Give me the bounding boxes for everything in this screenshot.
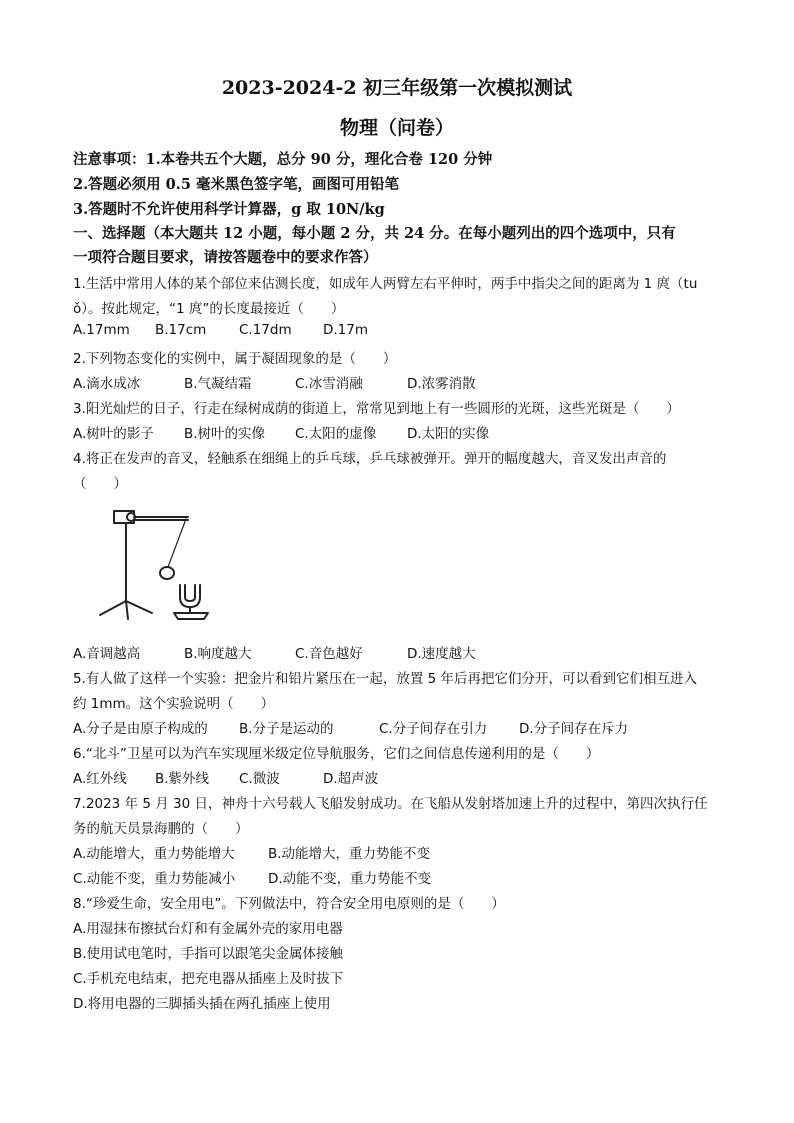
question-7-option-a[interactable]: A.动能增大，重力势能增大 xyxy=(73,846,235,862)
question-7-option-d[interactable]: D.动能不变，重力势能不变 xyxy=(268,871,432,887)
question-2-option-a[interactable]: A.滴水成冰 xyxy=(73,376,141,392)
tuning-fork xyxy=(180,585,200,607)
question-3-option-c[interactable]: C.太阳的虚像 xyxy=(295,426,377,442)
question-1-line2: ǒ）。按此规定，“1 庹”的长度最接近（ ） xyxy=(73,301,345,317)
exam-subtitle: 物理（问卷） xyxy=(339,117,454,139)
question-3-option-d[interactable]: D.太阳的实像 xyxy=(407,426,490,442)
question-1-option-c[interactable]: C.17dm xyxy=(239,322,292,338)
question-5-option-d[interactable]: D.分子间存在斥力 xyxy=(519,721,629,737)
note-2: 2.答题必须用 0.5 毫米黑色签字笔，画图可用铅笔 xyxy=(73,176,399,193)
question-2-line1: 2.下列物态变化的实例中，属于凝固现象的是（ ） xyxy=(73,351,397,367)
stand-foot xyxy=(126,601,128,619)
exam-title: 2023-2024-2 初三年级第一次模拟测试 xyxy=(221,77,573,99)
fork-box xyxy=(174,613,208,619)
question-8-option-d[interactable]: D.将用电器的三脚插头插在两孔插座上使用 xyxy=(73,996,331,1012)
question-1-option-b[interactable]: B.17cm xyxy=(155,322,207,338)
question-6-option-b[interactable]: B.紫外线 xyxy=(155,771,210,787)
question-5-line2: 约 1mm。这个实验说明（ ） xyxy=(73,696,275,712)
question-4-line1: 4.将正在发声的音叉，轻触系在细绳上的乒乓球，乒乓球被弹开。弹开的幅度越大，音叉发出声音的 xyxy=(73,451,667,467)
question-1-option-a[interactable]: A.17mm xyxy=(73,322,130,338)
question-7-line1: 7.2023 年 5 月 30 日，神舟十六号载人飞船发射成功。在飞船从发射塔加速上升的过程中，第四次执行任 xyxy=(73,796,708,812)
question-4-line2: （ ） xyxy=(73,476,127,492)
question-3-line1: 3.阳光灿烂的日子，行走在绿树成荫的街道上，常常见到地上有一些圆形的光斑，这些光斑是（ ） xyxy=(73,401,680,417)
question-6-option-a[interactable]: A.红外线 xyxy=(73,771,127,787)
question-5-option-b[interactable]: B.分子是运动的 xyxy=(239,721,334,737)
question-7-option-c[interactable]: C.动能不变，重力势能减小 xyxy=(73,871,236,887)
question-7-option-b[interactable]: B.动能增大，重力势能不变 xyxy=(268,846,431,862)
section-heading-line1: 一、选择题（本大题共 12 小题，每小题 2 分，共 24 分。在每小题列出的四个选项中，只有 xyxy=(73,225,676,242)
question-5-option-c[interactable]: C.分子间存在引力 xyxy=(379,721,488,737)
question-4-option-a[interactable]: A.音调越高 xyxy=(73,646,141,662)
question-8-option-b[interactable]: B.使用试电笔时，手指可以跟笔尖金属体接触 xyxy=(73,946,344,962)
question-8-option-c[interactable]: C.手机充电结束，把充电器从插座上及时拔下 xyxy=(73,971,344,987)
question-1-line1: 1.生活中常用人体的某个部位来估测长度，如成年人两臂左右平伸时，两手中指尖之间的距离为 1 庹（tu xyxy=(73,276,698,292)
question-3-option-b[interactable]: B.树叶的实像 xyxy=(184,426,266,442)
question-4-option-c[interactable]: C.音色越好 xyxy=(295,646,363,662)
question-8-option-a[interactable]: A.用湿抹布擦拭台灯和有金属外壳的家用电器 xyxy=(73,921,343,937)
question-7-line2: 务的航天员景海鹏的（ ） xyxy=(73,821,249,837)
question-4-option-b[interactable]: B.响度越大 xyxy=(184,646,252,662)
question-6-option-d[interactable]: D.超声波 xyxy=(323,771,379,787)
question-5-line1: 5.有人做了这样一个实验：把金片和铅片紧压在一起，放置 5 年后再把它们分开，可以看到它们相互进入 xyxy=(73,671,698,687)
question-6-line1: 6.“北斗”卫星可以为汽车实现厘米级定位导航服务，它们之间信息传递利用的是（ ） xyxy=(73,746,600,762)
question-4-option-d[interactable]: D.速度越大 xyxy=(407,646,476,662)
question-2-option-b[interactable]: B.气凝结霜 xyxy=(184,376,252,392)
question-3-option-a[interactable]: A.树叶的影子 xyxy=(73,426,154,442)
question-2-option-c[interactable]: C.冰雪消融 xyxy=(295,376,363,392)
section-heading-line2: 一项符合题目要求，请按答题卷中的要求作答） xyxy=(73,249,378,266)
question-6-option-c[interactable]: C.微波 xyxy=(239,771,280,787)
tuning-fork-inner xyxy=(185,585,195,601)
ping-pong-ball xyxy=(160,567,174,579)
question-2-option-d[interactable]: D.浓雾消散 xyxy=(407,376,476,392)
question-5-option-a[interactable]: A.分子是由原子构成的 xyxy=(73,721,208,737)
question-8-line1: 8.“珍爱生命，安全用电”。下列做法中，符合安全用电原则的是（ ） xyxy=(73,896,505,912)
tuning-fork-figure xyxy=(90,497,220,622)
string xyxy=(168,519,186,567)
question-1-option-d[interactable]: D.17m xyxy=(323,322,369,338)
note-1: 注意事项：1.本卷共五个大题，总分 90 分，理化合卷 120 分钟 xyxy=(73,151,493,168)
note-3: 3.答题时不允许使用科学计算器，g 取 10N/kg xyxy=(73,201,385,218)
